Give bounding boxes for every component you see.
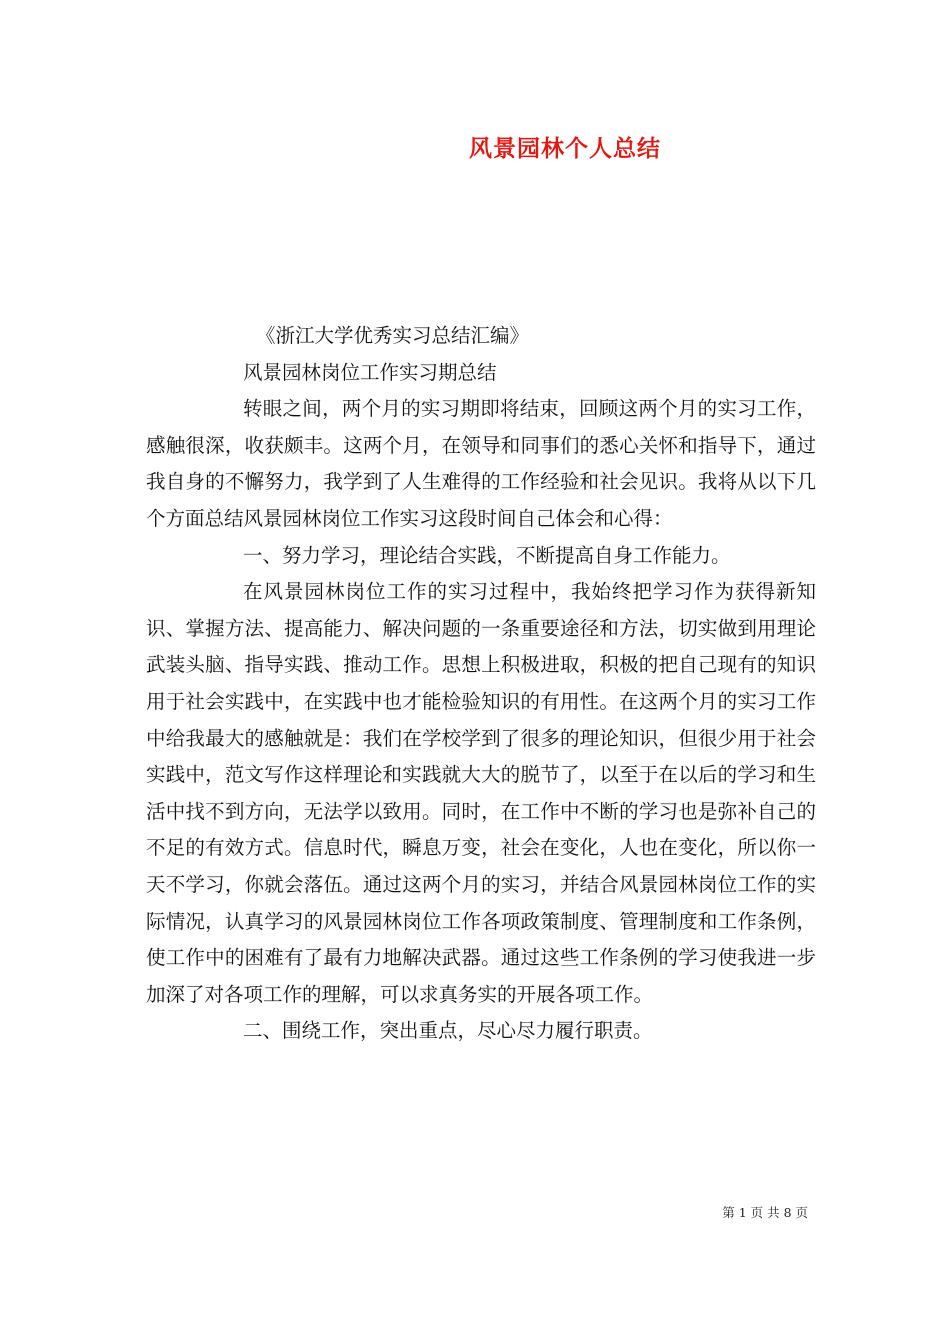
heading-point-one: 一、努力学习，理论结合实践，不断提高自身工作能力。: [243, 543, 731, 567]
heading-point-two: 二、围绕工作，突出重点，尽心尽力履行职责。: [243, 1019, 653, 1043]
document-title: 风景园林个人总结: [469, 135, 661, 162]
document-body: [146, 318, 816, 1050]
collection-title: 《浙江大学优秀实习总结汇编》: [256, 324, 530, 347]
paragraph-intro: 转眼之间，两个月的实习期即将结束，回顾这两个月的实习工作，感触很深，收获颇丰。这两个月，在领导和同事们的悉心关怀和指导下，通过我自身的不懈努力，我学到了人生难得的工作经验和社会见识。我将从以下几个方面总结风景园林岗位工作实习这段时间自己体会和心得：: [146, 397, 816, 530]
page-number: 第 1 页 共 8 页: [722, 1205, 808, 1220]
paragraph-point-one: 在风景园林岗位工作的实习过程中，我始终把学习作为获得新知识、掌握方法、提高能力、解决问题的一条重要途径和方法，切实做到用理论武装头脑、指导实践、推动工作。思想上积极进取，积极的把自己现有的知识用于社会实践中，在实践中也才能检验知识的有用性。在这两个月的实习工作中给我最大的感触就是：我们在学校学到了很多的理论知识，但很少用于社会实践中，范文写作这样理论和实践就大大的脱节了，以至于在以后的学习和生活中找不到方向，无法学以致用。同时，在工作中不断的学习也是弥补自己的不足的有效方式。信息时代，瞬息万变，社会在变化，人也在变化，所以你一天不学习，你就会落伍。通过这两个月的实习，并结合风景园林岗位工作的实际情况，认真学习的风景园林岗位工作各项政策制度、管理制度和工作条例，使工作中的困难有了最有力地解决武器。通过这些工作条例的学习使我进一步加深了对各项工作的理解，可以求真务实的开展各项工作。: [146, 580, 816, 1006]
section-heading: 风景园林岗位工作实习期总结: [243, 360, 497, 384]
